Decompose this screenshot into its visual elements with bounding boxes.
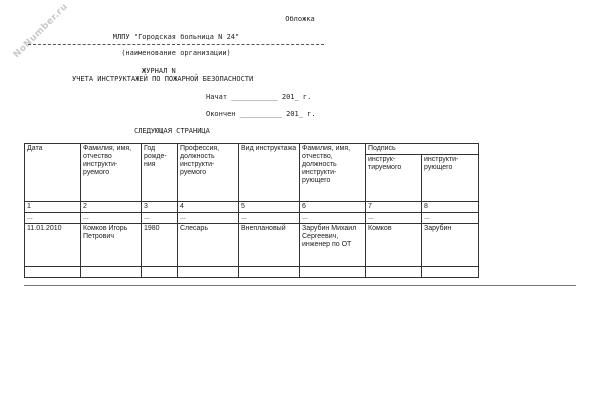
column-numbers-row (25, 202, 479, 213)
journal-table (24, 143, 479, 278)
cover-label: Обложка (285, 15, 315, 23)
col-birth-year-header: Год рожде-ния (142, 144, 178, 202)
column-number: 4 (178, 202, 239, 213)
col-date-header: Дата (25, 144, 81, 202)
cell-sign-trainee: Комков (366, 224, 422, 267)
ellipsis-cell: ... (422, 213, 479, 224)
column-number: 1 (25, 202, 81, 213)
col-instructor-header: Фамилия, имя, отчество, должность инструкти-рующего (300, 144, 366, 202)
ellipsis-cell: ... (25, 213, 81, 224)
column-number: 8 (422, 202, 479, 213)
empty-row (25, 267, 479, 278)
journal-subtitle: УЧЕТА ИНСТРУКТАЖЕЙ ПО ПОЖАРНОЙ БЕЗОПАСНОСТИ (72, 75, 254, 83)
ellipsis-cell: ... (81, 213, 142, 224)
column-number: 5 (239, 202, 300, 213)
ellipsis-cell: ... (239, 213, 300, 224)
cell-date: 11.01.2010 (25, 224, 81, 267)
column-number: 6 (300, 202, 366, 213)
ellipsis-cell: ... (142, 213, 178, 224)
page-bottom-rule (24, 285, 576, 286)
cell-type: Внеплановый (239, 224, 300, 267)
cell-sign-instructor: Зарубин (422, 224, 479, 267)
next-page-label: СЛЕДУЮЩАЯ СТРАНИЦА (134, 127, 210, 135)
col-trainee-name-header: Фамилия, имя, отчество инструкти-руемого (81, 144, 142, 202)
column-number: 7 (366, 202, 422, 213)
watermark: NoNumber.ru (11, 1, 71, 61)
cell-instructor: Зарубин Михаил Сергеевич, инженер по ОТ (300, 224, 366, 267)
cell-birth-year: 1980 (142, 224, 178, 267)
ellipsis-cell: ... (300, 213, 366, 224)
started-line: Начат ___________ 201_ г. (206, 93, 312, 101)
ellipsis-cell: ... (178, 213, 239, 224)
finished-line: Окончен __________ 201_ г. (206, 110, 316, 118)
col-sign-trainee-header: инструк-тируемого (366, 155, 422, 202)
ellipsis-row (25, 213, 479, 224)
cell-position: Слесарь (178, 224, 239, 267)
col-position-header: Профессия, должность инструкти-руемого (178, 144, 239, 202)
col-signature-header: Подпись (366, 144, 479, 155)
column-number: 2 (81, 202, 142, 213)
organization-underline (28, 44, 324, 45)
journal-title: ЖУРНАЛ N (142, 67, 176, 75)
col-sign-instructor-header: инструкти-рующего (422, 155, 479, 202)
cell-trainee-name: Комков Игорь Петрович (81, 224, 142, 267)
table-row (25, 224, 479, 267)
ellipsis-cell: ... (366, 213, 422, 224)
col-type-header: Вид инструктажа (239, 144, 300, 202)
organization-caption: (наименование организации) (121, 49, 231, 57)
column-number: 3 (142, 202, 178, 213)
organization-name: МЛПУ "Городская больница N 24" (112, 33, 240, 41)
